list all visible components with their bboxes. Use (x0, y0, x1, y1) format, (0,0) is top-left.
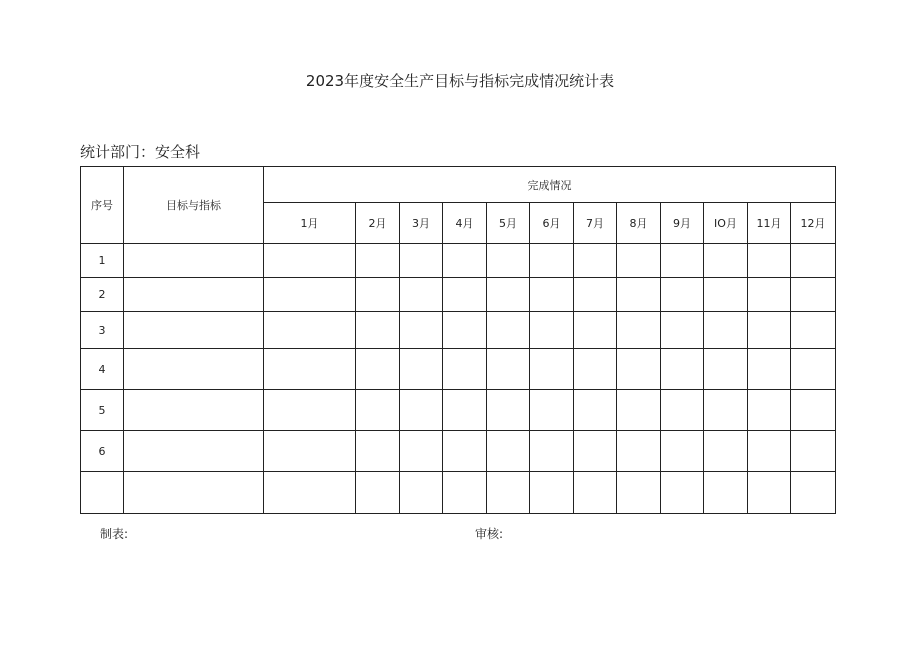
header-month: 11月 (748, 203, 791, 244)
table-row (81, 349, 836, 390)
table-row (81, 312, 836, 349)
month-value-cell[interactable] (400, 349, 443, 390)
month-value-cell[interactable] (443, 278, 487, 312)
month-value-cell[interactable] (704, 431, 748, 472)
month-value-cell[interactable] (356, 349, 400, 390)
header-completion: 完成情况 (264, 167, 836, 203)
month-value-cell[interactable] (574, 349, 617, 390)
month-value-cell[interactable] (791, 349, 836, 390)
row-seq-cell: 6 (81, 431, 124, 472)
month-value-cell[interactable] (400, 390, 443, 431)
month-value-cell[interactable] (487, 349, 530, 390)
header-month: 2月 (356, 203, 400, 244)
month-value-cell[interactable] (791, 472, 836, 514)
month-value-cell[interactable] (530, 278, 574, 312)
month-value-cell[interactable] (487, 431, 530, 472)
table-header-row (81, 167, 836, 203)
month-value-cell[interactable] (748, 312, 791, 349)
month-value-cell[interactable] (530, 244, 574, 278)
month-value-cell[interactable] (617, 278, 661, 312)
month-value-cell[interactable] (530, 431, 574, 472)
month-value-cell[interactable] (617, 349, 661, 390)
month-value-cell[interactable] (661, 390, 704, 431)
month-value-cell[interactable] (704, 244, 748, 278)
month-value-cell[interactable] (487, 390, 530, 431)
month-value-cell[interactable] (264, 431, 356, 472)
month-value-cell[interactable] (791, 244, 836, 278)
row-target-cell[interactable] (124, 244, 264, 278)
month-value-cell[interactable] (400, 312, 443, 349)
row-target-cell[interactable] (124, 278, 264, 312)
month-value-cell[interactable] (264, 390, 356, 431)
month-value-cell[interactable] (791, 431, 836, 472)
month-value-cell[interactable] (443, 431, 487, 472)
month-value-cell[interactable] (487, 278, 530, 312)
month-value-cell[interactable] (791, 390, 836, 431)
row-target-cell[interactable] (124, 349, 264, 390)
month-value-cell[interactable] (400, 244, 443, 278)
month-value-cell[interactable] (264, 472, 356, 514)
header-month: IO月 (704, 203, 748, 244)
department-label: 统计部门：安全科 (80, 143, 201, 161)
month-value-cell[interactable] (748, 244, 791, 278)
month-value-cell[interactable] (574, 472, 617, 514)
month-value-cell[interactable] (530, 472, 574, 514)
month-value-cell[interactable] (574, 390, 617, 431)
month-value-cell[interactable] (264, 244, 356, 278)
month-value-cell[interactable] (661, 244, 704, 278)
month-value-cell[interactable] (443, 312, 487, 349)
header-month: 4月 (443, 203, 487, 244)
month-value-cell[interactable] (356, 472, 400, 514)
month-value-cell[interactable] (400, 472, 443, 514)
month-value-cell[interactable] (704, 390, 748, 431)
table-row (81, 244, 836, 278)
month-value-cell[interactable] (487, 472, 530, 514)
month-value-cell[interactable] (443, 472, 487, 514)
footer-reviewer-label: 审核: (475, 527, 504, 541)
month-value-cell[interactable] (264, 349, 356, 390)
header-month: 5月 (487, 203, 530, 244)
month-value-cell[interactable] (748, 431, 791, 472)
month-value-cell[interactable] (661, 278, 704, 312)
row-seq-cell: 5 (81, 390, 124, 431)
header-month: 7月 (574, 203, 617, 244)
table-row (81, 431, 836, 472)
month-value-cell[interactable] (356, 278, 400, 312)
month-value-cell[interactable] (617, 312, 661, 349)
header-month: 3月 (400, 203, 443, 244)
month-value-cell[interactable] (617, 244, 661, 278)
month-value-cell[interactable] (748, 349, 791, 390)
month-value-cell[interactable] (661, 472, 704, 514)
row-target-cell[interactable] (124, 390, 264, 431)
row-target-cell[interactable] (124, 472, 264, 514)
month-value-cell[interactable] (661, 349, 704, 390)
header-month: 6月 (530, 203, 574, 244)
month-value-cell[interactable] (264, 278, 356, 312)
header-target: 目标与指标 (124, 167, 264, 244)
month-value-cell[interactable] (574, 278, 617, 312)
document-title: 2023年度安全生产目标与指标完成情况统计表 (305, 72, 615, 90)
month-value-cell[interactable] (617, 390, 661, 431)
header-month: 1月 (264, 203, 356, 244)
row-target-cell[interactable] (124, 431, 264, 472)
month-value-cell[interactable] (443, 244, 487, 278)
table-row (81, 278, 836, 312)
month-value-cell[interactable] (356, 312, 400, 349)
table-row (81, 390, 836, 431)
month-value-cell[interactable] (400, 431, 443, 472)
month-value-cell[interactable] (704, 349, 748, 390)
month-value-cell[interactable] (791, 278, 836, 312)
month-value-cell[interactable] (443, 349, 487, 390)
month-value-cell[interactable] (748, 278, 791, 312)
month-value-cell[interactable] (748, 390, 791, 431)
month-value-cell[interactable] (661, 431, 704, 472)
month-value-cell[interactable] (487, 244, 530, 278)
header-month: 8月 (617, 203, 661, 244)
month-value-cell[interactable] (356, 244, 400, 278)
month-value-cell[interactable] (530, 312, 574, 349)
month-value-cell[interactable] (791, 312, 836, 349)
month-value-cell[interactable] (264, 312, 356, 349)
row-seq-cell: 3 (81, 312, 124, 349)
month-value-cell[interactable] (748, 472, 791, 514)
month-value-cell[interactable] (661, 312, 704, 349)
row-seq-cell (81, 472, 124, 514)
month-value-cell[interactable] (574, 244, 617, 278)
month-value-cell[interactable] (704, 312, 748, 349)
footer-maker-label: 制表: (100, 527, 129, 541)
month-value-cell[interactable] (356, 431, 400, 472)
row-seq-cell: 2 (81, 278, 124, 312)
month-value-cell[interactable] (487, 312, 530, 349)
header-month: 9月 (661, 203, 704, 244)
header-month: 12月 (791, 203, 836, 244)
month-value-cell[interactable] (617, 431, 661, 472)
row-target-cell[interactable] (124, 312, 264, 349)
month-value-cell[interactable] (356, 390, 400, 431)
month-value-cell[interactable] (443, 390, 487, 431)
month-value-cell[interactable] (704, 472, 748, 514)
month-value-cell[interactable] (617, 472, 661, 514)
month-value-cell[interactable] (574, 431, 617, 472)
header-seq: 序号 (81, 167, 124, 244)
month-value-cell[interactable] (704, 278, 748, 312)
month-value-cell[interactable] (530, 349, 574, 390)
month-value-cell[interactable] (400, 278, 443, 312)
table-row (81, 472, 836, 514)
statistics-table (80, 166, 836, 514)
row-seq-cell: 4 (81, 349, 124, 390)
month-value-cell[interactable] (574, 312, 617, 349)
row-seq-cell: 1 (81, 244, 124, 278)
month-value-cell[interactable] (530, 390, 574, 431)
